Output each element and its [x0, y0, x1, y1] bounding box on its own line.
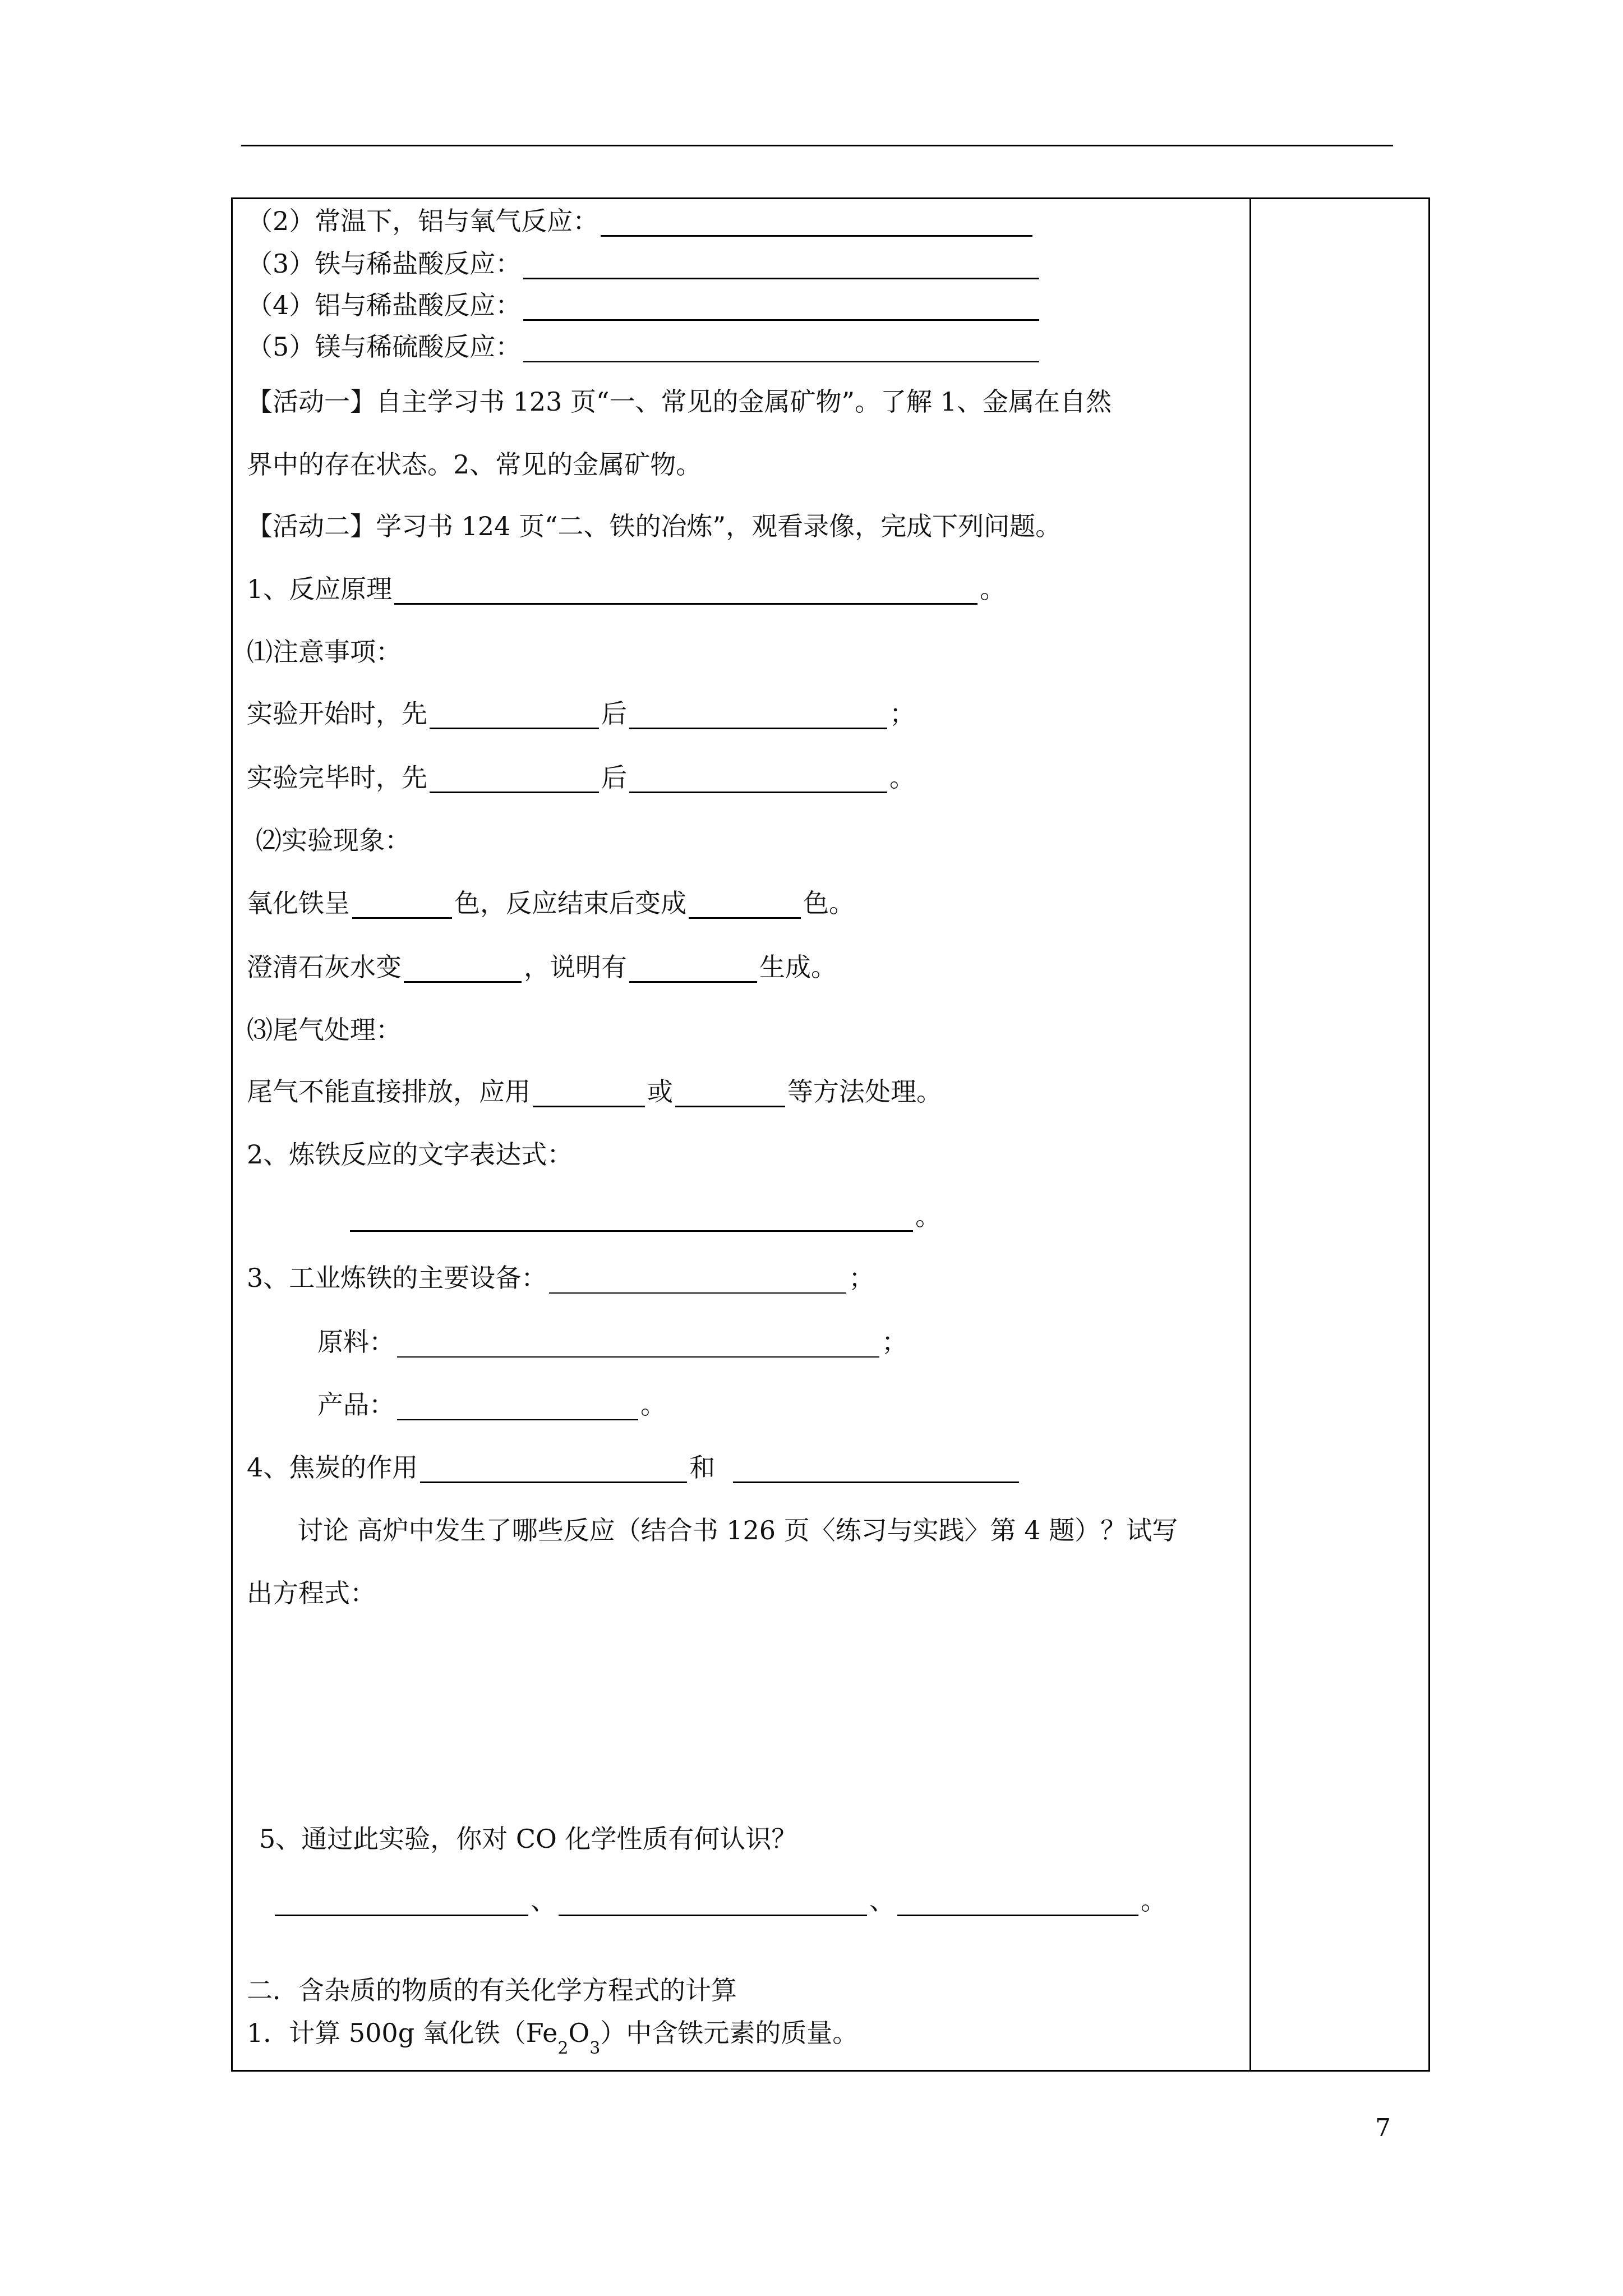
equation-q5: [247, 331, 1041, 362]
activity1-line1: 【活动一】自主学习书 123 页“一、常见的金属矿物”。了解 1、金属在自然: [247, 386, 1112, 417]
lime-prefix: 澄清石灰水变: [247, 952, 402, 982]
period: 。: [640, 1389, 666, 1420]
coke-role2-blank[interactable]: [733, 1459, 1019, 1483]
equation-q4-text: （4）铝与稀盐酸反应：: [247, 290, 522, 320]
raw-materials-blank[interactable]: [397, 1334, 879, 1358]
tail-gas-title: ⑶尾气处理：: [247, 1015, 402, 1045]
raw-materials-line: [317, 1326, 907, 1358]
experiment-finish-line: [247, 762, 915, 793]
word-equation-line: [348, 1200, 941, 1232]
limewater-line: [247, 951, 837, 983]
products-line: [317, 1389, 666, 1420]
equipment-label: 3、工业炼铁的主要设备：: [247, 1263, 547, 1293]
limewater-change-blank[interactable]: [404, 959, 522, 983]
period: 。: [915, 1201, 941, 1231]
co-property1-blank[interactable]: [275, 1892, 528, 1916]
column-divider: [1249, 199, 1251, 2070]
equation-q3-text: （3）铁与稀盐酸反应：: [247, 249, 522, 279]
equation-q2-text: （2）常温下，铝与氧气反应：: [247, 206, 599, 236]
equipment-blank[interactable]: [549, 1270, 846, 1294]
equipment-line: [247, 1262, 874, 1294]
period: 。: [980, 574, 1006, 604]
after-label: 后: [601, 762, 627, 793]
oxide-suffix: 色。: [803, 888, 855, 918]
word-equation-blank[interactable]: [350, 1208, 913, 1232]
co-property3-blank[interactable]: [897, 1892, 1138, 1916]
coke-label: 4、焦炭的作用: [247, 1452, 418, 1483]
oxide-color-after-blank[interactable]: [689, 895, 801, 919]
finish-first-blank[interactable]: [430, 769, 599, 793]
oxide-prefix: 氧化铁呈: [247, 888, 350, 918]
header-rule: [241, 145, 1393, 146]
activity2-line1: 【活动二】学习书 124 页“二、铁的冶炼”，观看录像，完成下列问题。: [247, 511, 1062, 541]
experiment-start-line: [247, 698, 915, 729]
semicolon: ；: [889, 698, 915, 729]
phenomena-title: ⑵实验现象：: [256, 825, 411, 855]
notes-title: ⑴注意事项：: [247, 637, 402, 667]
raw-label: 原料：: [317, 1327, 395, 1357]
lime-mid: ，说明有: [524, 952, 627, 982]
equation-q4: [247, 289, 1041, 321]
start-first-blank[interactable]: [430, 705, 599, 729]
answer-blank[interactable]: [523, 255, 1039, 279]
tail-method1-blank[interactable]: [533, 1083, 645, 1107]
period: 。: [889, 762, 915, 793]
separator: 、: [531, 1885, 556, 1916]
co-property2-blank[interactable]: [559, 1892, 867, 1916]
principle-label: 1、反应原理: [247, 574, 393, 604]
co-answers-line: [273, 1885, 1166, 1916]
tail-method2-blank[interactable]: [675, 1083, 785, 1107]
discussion-line1: 讨论 高炉中发生了哪些反应（结合书 126 页〈练习与实践〉第 4 题）？试写: [297, 1515, 1178, 1545]
q1-suffix: ）中含铁元素的质量。: [600, 2018, 859, 2048]
discussion-line2: 出方程式：: [247, 1578, 376, 1608]
iron-oxide-line: [247, 887, 855, 919]
coke-role1-blank[interactable]: [420, 1459, 687, 1483]
activity1-line2: 界中的存在状态。2、常见的金属矿物。: [247, 449, 702, 480]
equation-q2: [247, 205, 1035, 237]
co-question: 5、通过此实验，你对 CO 化学性质有何认识？: [259, 1824, 797, 1854]
separator: 、: [869, 1885, 895, 1916]
section2-title: 二．含杂质的物质的有关化学方程式的计算: [247, 1975, 737, 2005]
period: 。: [1141, 1885, 1166, 1916]
oxide-mid: 色，反应结束后变成: [454, 888, 686, 918]
q1-prefix: 1．计算 500g 氧化铁（Fe: [247, 2018, 558, 2048]
after-label: 后: [601, 698, 627, 729]
word-equation-label: 2、炼铁反应的文字表达式：: [247, 1139, 573, 1170]
finish-then-blank[interactable]: [629, 769, 887, 793]
equation-q3: [247, 248, 1041, 279]
products-blank[interactable]: [397, 1397, 638, 1420]
product-label: 产品：: [317, 1389, 395, 1420]
tail-or: 或: [647, 1076, 673, 1107]
lime-suffix: 生成。: [759, 952, 837, 982]
reaction-principle: [247, 573, 1006, 605]
coke-and: 和: [689, 1452, 716, 1483]
tail-prefix: 尾气不能直接排放，应用: [247, 1076, 531, 1107]
equation-q5-text: （5）镁与稀硫酸反应：: [247, 332, 522, 362]
section2-question1: 1．计算 500g 氧化铁（Fe 2 O 3 ）中含铁元素的质量。: [247, 2018, 859, 2058]
answer-blank[interactable]: [523, 339, 1039, 362]
oxygen-symbol: O: [568, 2018, 590, 2048]
start-prefix: 实验开始时，先: [247, 698, 427, 729]
coke-role-line: [247, 1452, 1021, 1483]
answer-blank[interactable]: [601, 213, 1032, 237]
page-number: 7: [1375, 2114, 1391, 2142]
tail-suffix: 等方法处理。: [787, 1076, 942, 1107]
tail-gas-line: [247, 1076, 942, 1107]
semicolon: ；: [882, 1327, 907, 1357]
answer-blank[interactable]: [523, 297, 1039, 321]
principle-blank[interactable]: [394, 581, 978, 605]
finish-prefix: 实验完毕时，先: [247, 762, 427, 793]
oxide-color-before-blank[interactable]: [352, 895, 452, 919]
semicolon: ；: [849, 1263, 875, 1293]
start-then-blank[interactable]: [629, 705, 887, 729]
gas-produced-blank[interactable]: [629, 959, 757, 983]
